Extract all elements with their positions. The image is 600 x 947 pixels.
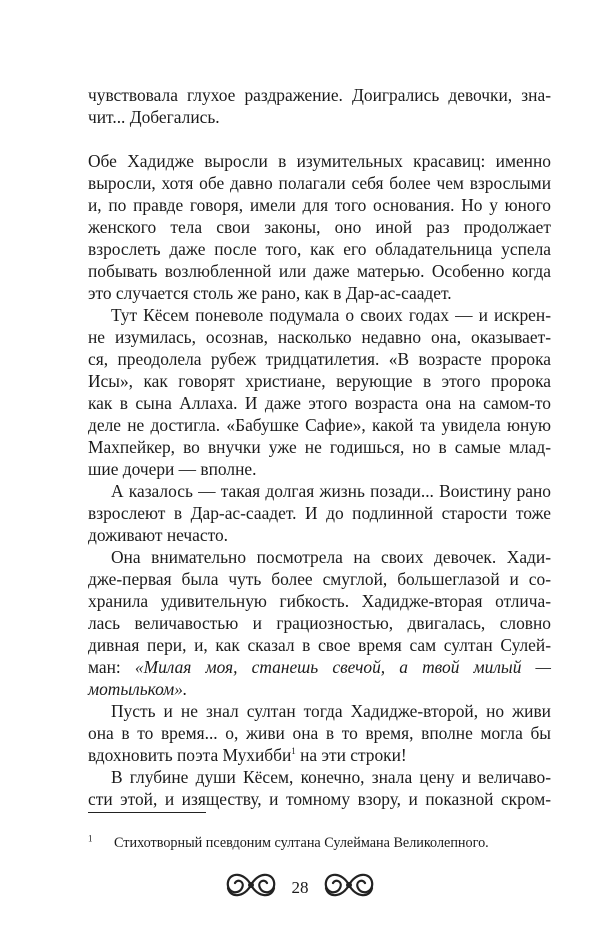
text-line: хранила удивительную гибкость. Хадидже-вторая отлича-: [88, 591, 551, 611]
footnote-marker: 1: [88, 833, 93, 844]
text-line: ся, преодолела рубеж тридцатилетия. «В возрасте пророка: [88, 349, 551, 369]
text-line: не изумилась, осознав, насколько недавно она, оказывает-: [88, 327, 551, 347]
text-line: дже-первая была чуть более смуглой, большеглазой и со-: [88, 569, 551, 589]
text-line: взрослеют в Дар-ас-саадет. И до подлинной старости тоже: [88, 503, 551, 523]
text-line: Тут Кёсем поневоле подумала о своих годах — и искрен-: [111, 305, 551, 325]
text-line: это случается столь же рано, как в Дар-ас-саадет.: [88, 283, 452, 303]
poem-quote: «Милая моя, станешь свечой, а твой милый —: [134, 657, 551, 677]
text-line: выросли, хотя обе давно полагали себя более чем взрослыми: [88, 173, 551, 193]
text-line: сти этой, и изяществу, и томному взору, и показной скром-: [88, 789, 551, 809]
text-line: взрослеть даже после того, как его обладательница успела: [88, 239, 551, 259]
text-line: В глубине души Кёсем, конечно, знала цену и величаво-: [111, 767, 551, 787]
text-run: вдохновить поэта Мухибби: [88, 745, 292, 765]
text-line: дивная пери, и, как сказал в свое время сам султан Сулей-: [88, 635, 551, 655]
text-line: лась величавостью и грациозностью, двигалась, словно: [88, 613, 551, 633]
text-line: Махпейкер, во внучки уже не годишься, но в самые млад-: [88, 437, 551, 457]
text-line: [88, 744, 551, 766]
poem-quote: мотыльком».: [88, 679, 188, 699]
text-line: деле не достигла. «Бабушке Сафие», какой та увидела юную: [88, 415, 551, 435]
text-run: ман:: [88, 657, 135, 677]
text-line: побывать возлюбленной или даже матерью. Особенно когда: [88, 261, 551, 281]
page-number: 28: [291, 878, 309, 897]
text-line: чит... Добегались.: [88, 107, 220, 127]
text-line: она в то время... о, живи она в то время, вполне могла бы: [88, 723, 551, 743]
text-line: [88, 656, 551, 678]
text-line: А казалось — такая долгая жизнь позади... Воистину рано: [111, 481, 551, 501]
text-line: доживают нечасто.: [88, 525, 229, 545]
text-line: Она внимательно посмотрела на своих девочек. Хади-: [111, 547, 551, 567]
footnote-ref[interactable]: 1: [291, 746, 296, 757]
footnote: [88, 834, 489, 852]
ornament-right-icon: [322, 868, 376, 902]
text-line: Пусть и не знал султан тогда Хадидже-второй, но живи: [111, 701, 551, 721]
text-line: шие дочери — вполне.: [88, 459, 257, 479]
text-line: и, по правде говоря, имели для того основания. Но у юного: [88, 195, 551, 215]
text-line: Обе Хадидже выросли в изумительных красавиц: именно: [88, 151, 551, 171]
text-line: женского тела свои законы, оно иной раз продолжает: [88, 217, 551, 237]
footnote-text: Стихотворный псевдоним султана Сулеймана Великолепного.: [114, 835, 489, 851]
text-line: как в сына Аллаха. И даже этого возраста она на самом-то: [88, 393, 551, 413]
text-line: Исы», как говорят христиане, верующие в этого пророка: [88, 371, 551, 391]
text-run: на эти строки!: [295, 745, 407, 765]
text-line: чувствовала глухое раздражение. Доигрались девочки, зна-: [88, 85, 551, 105]
page-footer: [0, 868, 600, 904]
footnote-rule: [88, 812, 206, 813]
ornament-left-icon: [224, 868, 278, 902]
